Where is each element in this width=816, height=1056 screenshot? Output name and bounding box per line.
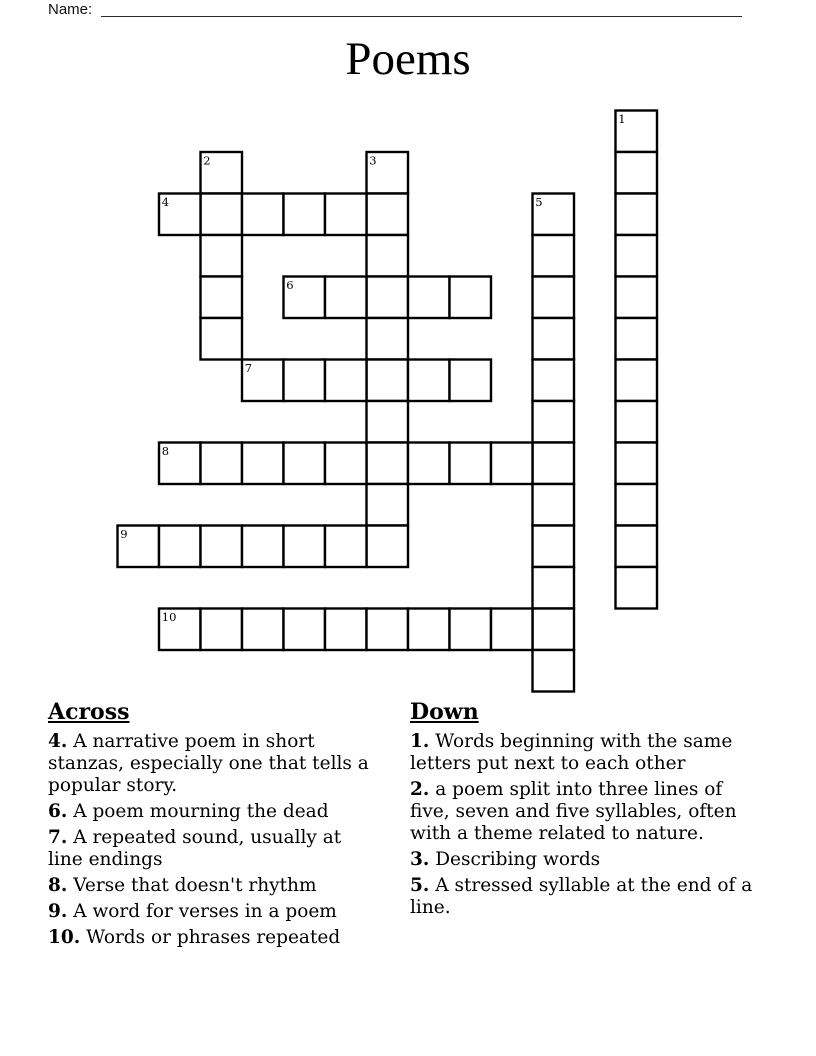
grid-cell-5-10[interactable]	[325, 526, 367, 568]
clue-text: A word for verses in a poem	[67, 901, 337, 922]
grid-cell-10-8[interactable]	[533, 443, 575, 485]
grid-cell-6-5[interactable]	[367, 318, 409, 360]
cell-number-5: 5	[535, 195, 543, 209]
clue-number: 4.	[48, 731, 68, 752]
grid-cell-8-6[interactable]	[450, 360, 492, 402]
across-clue-list	[48, 731, 370, 949]
grid-cell-12-8[interactable]	[616, 443, 658, 485]
grid-cell-6-7[interactable]	[367, 401, 409, 443]
grid-cell-3-8[interactable]	[242, 443, 284, 485]
clue-number: 3.	[410, 849, 430, 870]
grid-cell-5-6[interactable]	[325, 360, 367, 402]
grid-cell-6-10[interactable]	[367, 526, 409, 568]
grid-cell-2-8[interactable]	[201, 443, 243, 485]
cell-number-3: 3	[369, 153, 377, 168]
grid-cell-1-10[interactable]	[159, 526, 201, 568]
grid-cell-7-8[interactable]	[408, 443, 450, 485]
grid-cell-10-5[interactable]	[533, 318, 575, 360]
across-heading: Across	[48, 699, 130, 725]
grid-cell-12-2[interactable]	[616, 194, 658, 236]
clue-text: A repeated sound, usually at line endings	[48, 827, 342, 870]
grid-cell-10-11[interactable]	[533, 567, 575, 609]
grid-cell-9-12[interactable]	[491, 609, 533, 651]
clue-text: a poem split into three lines of five, seven and five syllables, often with a theme related to nature.	[410, 779, 737, 844]
grid-cell-12-11[interactable]	[616, 567, 658, 609]
grid-cell-10-4[interactable]	[533, 277, 575, 319]
clue-down-3	[410, 849, 758, 871]
cell-number-8: 8	[161, 444, 170, 458]
grid-cell-6-3[interactable]	[367, 235, 409, 277]
grid-cell-6-12[interactable]	[367, 609, 409, 651]
cell-number-9: 9	[120, 527, 128, 541]
cell-number-7: 7	[244, 361, 253, 375]
clue-text: Words or phrases repeated	[80, 927, 341, 948]
clue-text: Words beginning with the same letters put next to each other	[410, 731, 733, 774]
grid-cell-8-12[interactable]	[450, 609, 492, 651]
grid-cell-8-8[interactable]	[450, 443, 492, 485]
grid-cell-2-12[interactable]	[201, 609, 243, 651]
grid-cell-10-3[interactable]	[533, 235, 575, 277]
grid-cell-10-13[interactable]	[533, 650, 575, 692]
clue-across-4	[48, 731, 370, 797]
clue-number: 1.	[410, 731, 430, 752]
clue-across-6	[48, 801, 370, 823]
grid-cell-6-8[interactable]	[367, 443, 409, 485]
grid-cell-12-7[interactable]	[616, 401, 658, 443]
cell-number-4: 4	[161, 195, 170, 209]
grid-cell-12-4[interactable]	[616, 277, 658, 319]
clue-number: 6.	[48, 801, 68, 822]
clue-across-9	[48, 901, 370, 923]
grid-cell-3-10[interactable]	[242, 526, 284, 568]
cell-number-1: 1	[618, 112, 626, 126]
grid-cell-12-10[interactable]	[616, 526, 658, 568]
grid-cell-5-4[interactable]	[325, 277, 367, 319]
grid-cell-2-3[interactable]	[201, 235, 243, 277]
clue-number: 8.	[48, 875, 68, 896]
grid-cell-12-1[interactable]	[616, 152, 658, 194]
clue-across-7	[48, 827, 370, 871]
clue-down-1	[410, 731, 758, 775]
grid-cell-12-5[interactable]	[616, 318, 658, 360]
down-heading: Down	[410, 699, 479, 725]
clue-text: A poem mourning the dead	[67, 801, 329, 822]
grid-cell-7-12[interactable]	[408, 609, 450, 651]
grid-cell-10-7[interactable]	[533, 401, 575, 443]
grid-cell-4-6[interactable]	[284, 360, 326, 402]
grid-cell-10-12[interactable]	[533, 609, 575, 651]
grid-cell-12-3[interactable]	[616, 235, 658, 277]
grid-cell-6-9[interactable]	[367, 484, 409, 526]
crossword-grid	[115, 108, 660, 695]
clue-number: 10.	[48, 927, 81, 948]
down-clue-list	[410, 731, 758, 919]
down-clues-section	[410, 699, 758, 923]
name-blank-line[interactable]	[101, 0, 742, 17]
grid-cell-6-4[interactable]	[367, 277, 409, 319]
grid-cell-10-9[interactable]	[533, 484, 575, 526]
grid-cell-10-10[interactable]	[533, 526, 575, 568]
clue-number: 5.	[410, 875, 430, 896]
grid-cell-8-4[interactable]	[450, 277, 492, 319]
clue-across-8	[48, 875, 370, 897]
clue-number: 9.	[48, 901, 68, 922]
grid-cell-2-10[interactable]	[201, 526, 243, 568]
cell-number-6: 6	[286, 278, 294, 292]
grid-cell-12-6[interactable]	[616, 360, 658, 402]
across-clues-section	[48, 699, 370, 953]
clue-number: 7.	[48, 827, 68, 848]
grid-cell-5-12[interactable]	[325, 609, 367, 651]
grid-cell-10-6[interactable]	[533, 360, 575, 402]
grid-cell-4-10[interactable]	[284, 526, 326, 568]
grid-cell-3-2[interactable]	[242, 194, 284, 236]
clue-text: Describing words	[429, 849, 601, 870]
clue-text: A narrative poem in short stanzas, especially one that tells a popular story.	[48, 731, 369, 796]
clue-number: 2.	[410, 779, 430, 800]
grid-cell-9-8[interactable]	[491, 443, 533, 485]
page-title: Poems	[345, 33, 471, 85]
clue-down-5	[410, 875, 758, 919]
clue-text: A stressed syllable at the end of a line.	[410, 875, 753, 918]
grid-cell-7-4[interactable]	[408, 277, 450, 319]
clue-down-2	[410, 779, 758, 845]
grid-cell-12-9[interactable]	[616, 484, 658, 526]
grid-cell-5-2[interactable]	[325, 194, 367, 236]
name-label: Name:	[48, 1, 93, 18]
grid-cell-4-2[interactable]	[284, 194, 326, 236]
grid-cell-2-2[interactable]	[201, 194, 243, 236]
grid-cell-3-12[interactable]	[242, 609, 284, 651]
cell-number-2: 2	[203, 153, 211, 168]
clue-across-10	[48, 927, 370, 949]
grid-cell-2-4[interactable]	[201, 277, 243, 319]
grid-cell-5-8[interactable]	[325, 443, 367, 485]
cell-number-10: 10	[161, 610, 177, 624]
grid-cell-6-6[interactable]	[367, 360, 409, 402]
grid-cell-4-12[interactable]	[284, 609, 326, 651]
grid-cell-7-6[interactable]	[408, 360, 450, 402]
grid-cell-6-2[interactable]	[367, 194, 409, 236]
grid-cell-2-5[interactable]	[201, 318, 243, 360]
grid-cell-4-8[interactable]	[284, 443, 326, 485]
clue-text: Verse that doesn't rhythm	[67, 875, 317, 896]
